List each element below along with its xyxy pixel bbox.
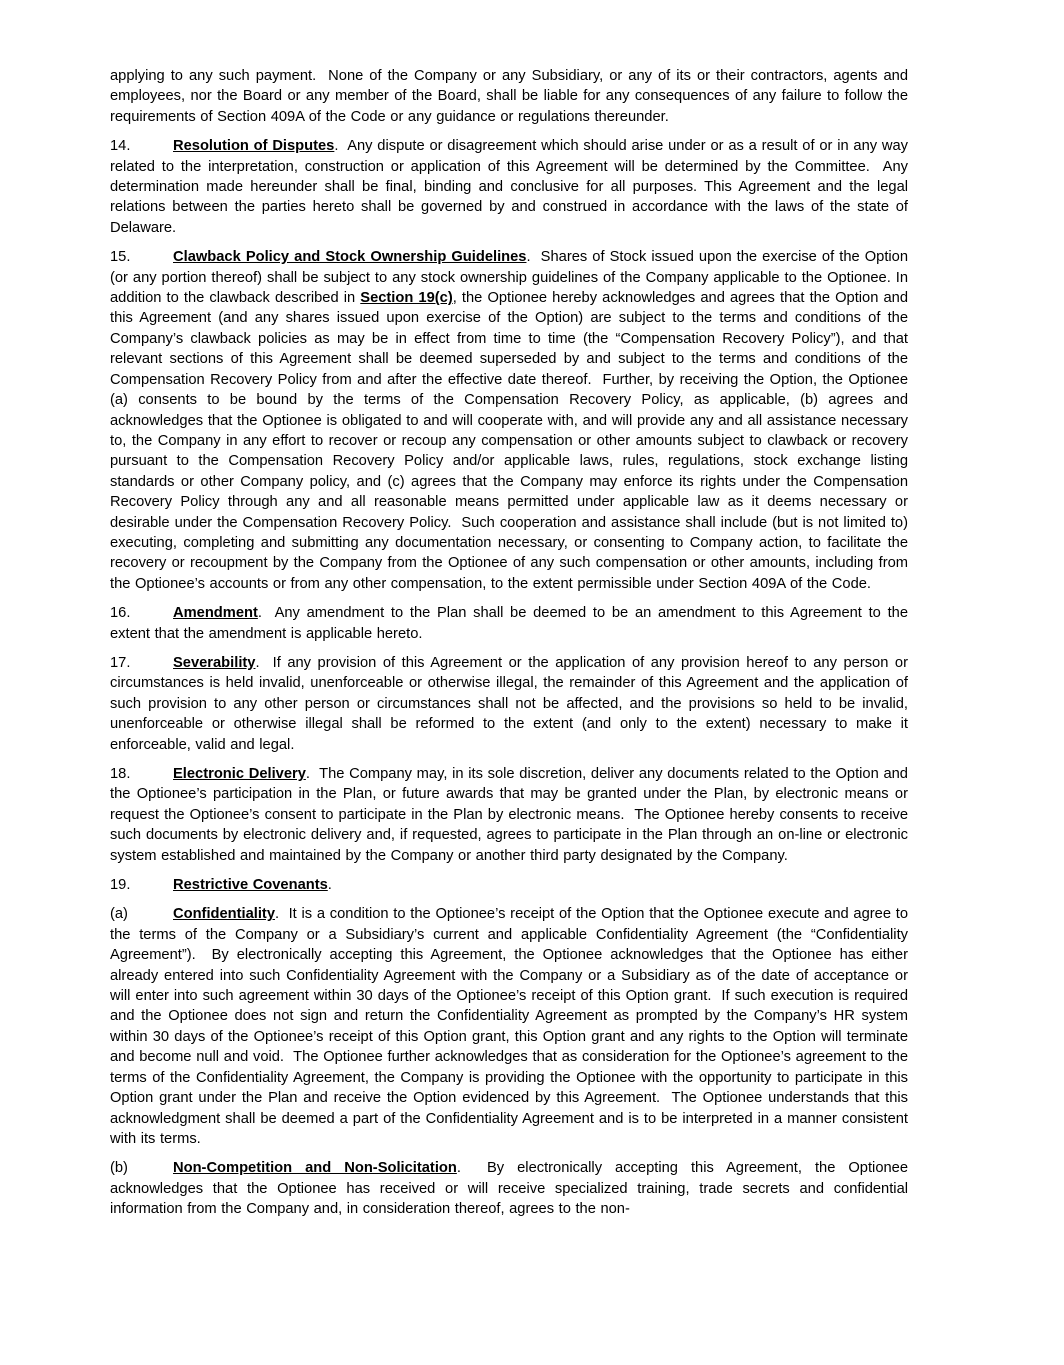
section-heading: Clawback Policy and Stock Ownership Guidelines: [173, 249, 527, 266]
section-number: 14.: [110, 138, 131, 155]
continuation-paragraph: [110, 66, 908, 127]
section-14-resolution-of-disputes: [110, 136, 908, 238]
section-body: . The Company may, in its sole discretion, deliver any documents related to the Option and the Optionee’s participation in the Plan, or future awards that may be granted under the Plan, by electronic means or request the Optionee’s consent to participate in the Plan by electronic means. The Optionee hereby consents to receive such documents by electronic delivery and, if requested, agrees to participate in the Plan through an on-line or electronic system established and maintained by the Company or another third party designated by the Company.: [110, 766, 908, 864]
subsection-letter: (b): [110, 1160, 128, 1177]
subsection-letter: (a): [110, 906, 128, 923]
section-heading: Resolution of Disputes: [173, 138, 335, 155]
section-18-electronic-delivery: [110, 764, 908, 866]
section-number: 15.: [110, 249, 131, 266]
section-heading: Restrictive Covenants: [173, 877, 328, 894]
section-number: 19.: [110, 877, 131, 894]
section-number: 16.: [110, 605, 131, 622]
section-body: , the Optionee hereby acknowledges and agrees that the Option and this Agreement (and any shares issued upon exercise of the Option) are subject to the terms and conditions of the Company’s clawback policies as may be in effect from time to time (the “Compensation Recovery Policy”), and that relevant sections of this Agreement shall be deemed superseded by and subject to the terms and conditions of the Compensation Recovery Policy from and after the effective date thereof. Further, by receiving the Option, the Optionee (a) consents to be bound by the terms of the Compensation Recovery Policy, as applicable, (b) agrees and acknowledges that the Optionee is obligated to and will cooperate with, and will provide any and all assistance necessary to, the Company in any effort to recover or recoup any compensation or other amounts subject to clawback or recovery pursuant to the Compensation Recovery Policy and/or applicable laws, rules, regulations, stock exchange listing standards or other Company policy, and (c) agrees that the Company may enforce its rights under the Compensation Recovery Policy through any and all reasonable means permitted under applicable law as it deems necessary or desirable under the Compensation Recovery Policy. Such cooperation and assistance shall include (but is not limited to) executing, completing and submitting any documentation necessary, or consenting to Company action, to facilitate the recovery or recoupment by the Company from the Optionee of any such compensation or other amounts, including from the Optionee’s accounts or from any other compensation, to the extent permissible under Section 409A of the Code.: [110, 290, 909, 592]
section-number: 18.: [110, 766, 131, 782]
subsection-body: . It is a condition to the Optionee’s receipt of the Option that the Optionee execute and agree to the terms of the Company or a Subsidiary’s current and applicable Confidentiality Agreement (the “Confidentiality Agreement”). By electronically accepting this Agreement, the Optionee acknowledges that the Optionee has either already entered into such Confidentiality Agreement with the Company or a Subsidiary as of the date of acceptance or will enter into such agreement within 30 days of the Optionee’s receipt of this Option grant. If such execution is required and the Optionee does not sign and return the Confidentiality Agreement as prompted by the Company’s HR system within 30 days of the Optionee’s receipt of this Option grant, this Option grant and any rights to the Option will terminate and become null and void. The Optionee further acknowledges that as consideration for the Optionee’s agreement to the terms of the Confidentiality Agreement, the Company is providing the Optionee with the opportunity to participate in this Option grant under the Plan and receive the Option evidenced by this Agreement. The Optionee understands that this acknowledgment shall be deemed a part of the Confidentiality Agreement and is to be interpreted in a manner consistent with its terms.: [110, 906, 908, 1147]
section-body: .: [327, 877, 332, 894]
subsection-heading: Non-Competition and Non-Solicitation: [173, 1160, 457, 1177]
paragraph-body: applying to any such payment. None of the Company or any Subsidiary, or any of its or their contractors, agents and employees, nor the Board or any member of the Board, shall be liable for any consequences of any failure to follow the requirements of Section 409A of the Code or any guidance or regulations thereunder.: [110, 68, 908, 125]
section-16-amendment: [110, 603, 908, 644]
section-heading: Severability: [173, 654, 256, 671]
subsection-b-non-competition: [110, 1158, 908, 1219]
section-heading: Amendment: [173, 605, 258, 622]
section-19c-cross-reference: Section 19(c): [360, 290, 453, 307]
section-17-severability: [110, 653, 908, 755]
section-heading: Electronic Delivery: [173, 766, 306, 782]
section-body: . If any provision of this Agreement or the application of any provision hereof to any person or circumstances is held invalid, unenforceable or otherwise illegal, the remainder of this Agreement and the application of such provision to any other person or circumstances shall not be affected, and the provisions so held to be invalid, unenforceable or otherwise illegal shall be reformed to the extent (and only to the extent) necessary to make it enforceable, valid and legal.: [110, 654, 908, 753]
subsection-a-confidentiality: [110, 904, 908, 1149]
section-number: 17.: [110, 654, 131, 671]
document-text-block: [110, 66, 908, 1229]
section-15-clawback-policy: [110, 247, 908, 594]
section-body: . Any amendment to the Plan shall be deemed to be an amendment to this Agreement to the extent that the amendment is applicable hereto.: [110, 605, 908, 642]
subsection-body: . By electronically accepting this Agreement, the Optionee acknowledges that the Optionee has received or will receive specialized training, trade secrets and confidential information from the Company and, in consideration thereof, agrees to the non-: [110, 1160, 908, 1218]
section-body: . Any dispute or disagreement which should arise under or as a result of or in any way related to the interpretation, construction or application of this Agreement will be determined by the Committee. Any determination made hereunder shall be final, binding and conclusive for all purposes. This Agreement and the legal relations between the parties hereto shall be governed by and construed in accordance with the laws of the state of Delaware.: [110, 138, 908, 236]
section-body: . Shares of Stock issued upon the exercise of the Option (or any portion thereof) shall be subject to any stock ownership guidelines of the Company applicable to the Optionee. In addition to the clawback described in: [110, 249, 908, 307]
subsection-heading: Confidentiality: [173, 906, 275, 923]
section-19-restrictive-covenants: [110, 875, 908, 895]
